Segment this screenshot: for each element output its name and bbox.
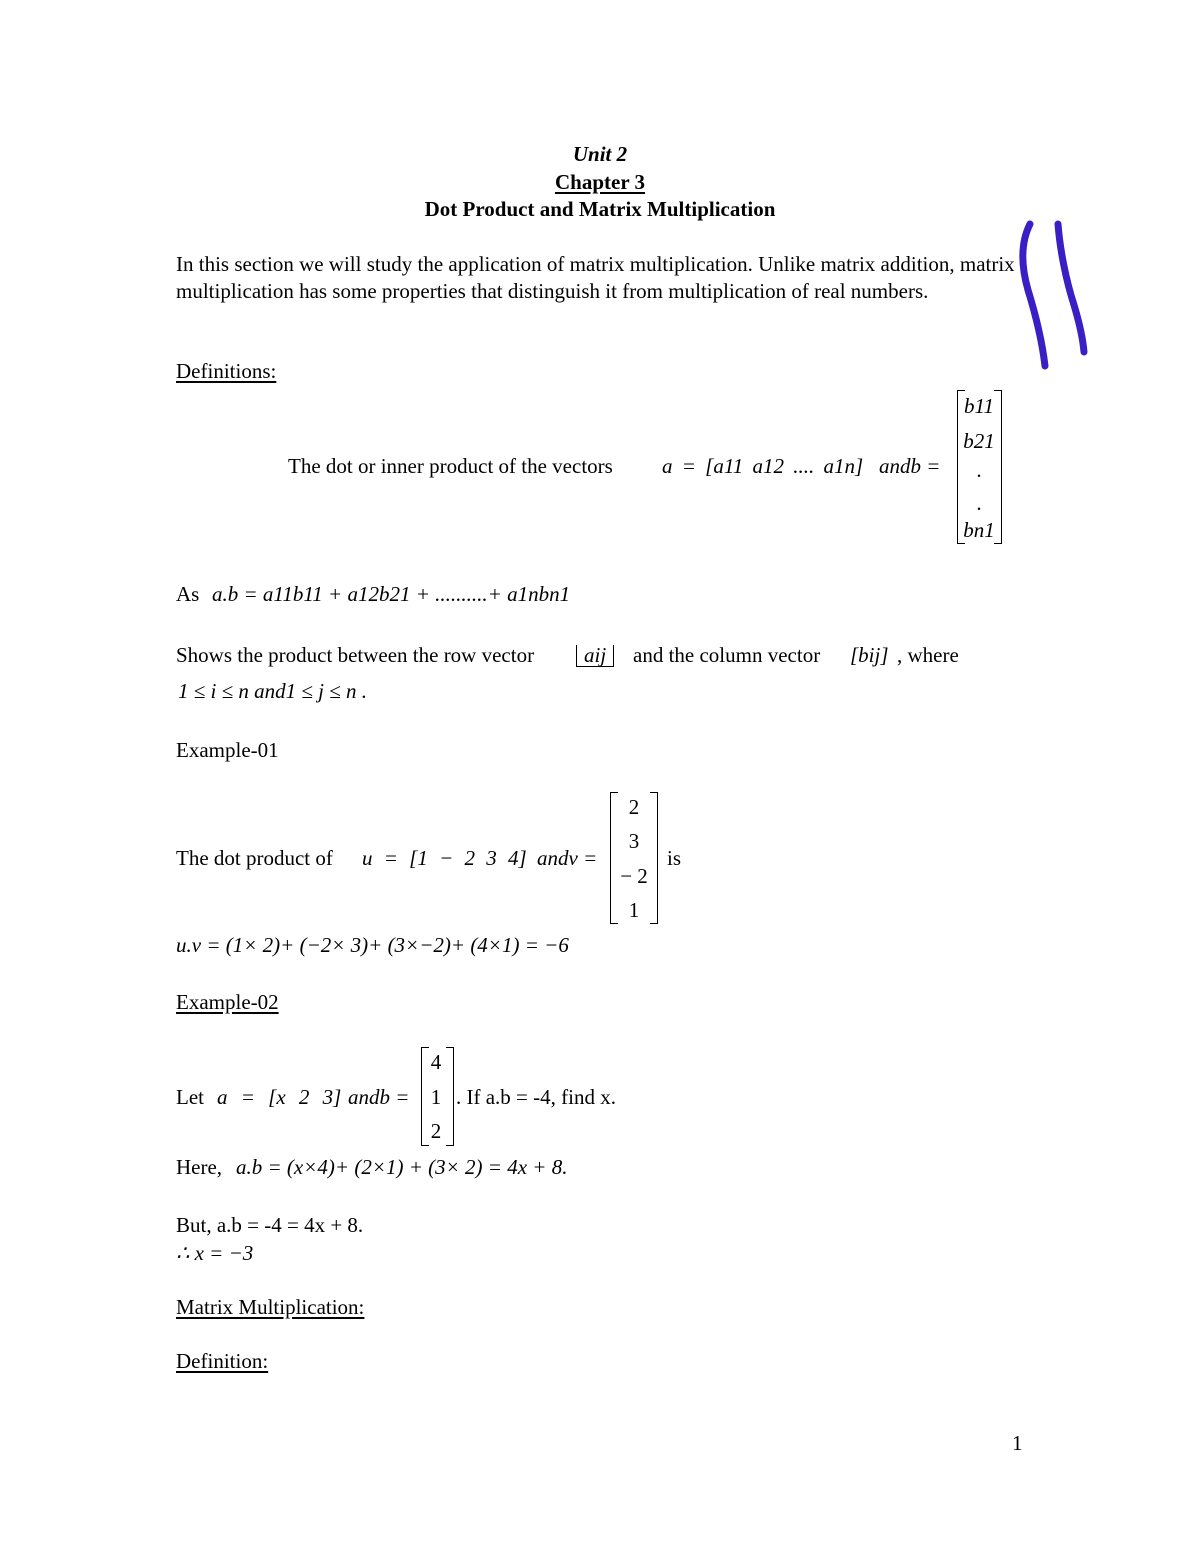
b-vector-02-entry: 1 xyxy=(430,1085,442,1109)
b-vector-entry: b11 xyxy=(964,394,994,418)
is-label: is xyxy=(667,846,682,870)
u-vector: u = [1 − 2 3 4] xyxy=(362,846,527,870)
dot-definition-a-vector: a = [a11 a12 .... a1n] xyxy=(662,454,864,478)
chapter-title: Chapter 3 xyxy=(554,170,646,194)
example-01-result: u.v = (1× 2)+ (−2× 3)+ (3×−2)+ (4×1) = −6 xyxy=(176,933,569,957)
b-vector-entry: . xyxy=(976,491,982,515)
therefore-line: ∴ x = −3 xyxy=(176,1241,254,1265)
b-vector-02-entry: 2 xyxy=(430,1119,442,1143)
shows-text-2: and the column vector xyxy=(633,643,821,667)
b-vector-entry: b21 xyxy=(963,429,995,453)
index-range: 1 ≤ i ≤ n and1 ≤ j ≤ n . xyxy=(178,679,368,703)
example-02-question: . If a.b = -4, find x. xyxy=(456,1085,616,1109)
v-vector-entry: 3 xyxy=(628,829,640,853)
v-vector-entry: 2 xyxy=(628,795,640,819)
definition-heading: Definition: xyxy=(176,1349,269,1373)
shows-text-1: Shows the product between the row vector xyxy=(176,643,535,667)
let-label: Let xyxy=(176,1085,204,1109)
v-vector-entry: − 2 xyxy=(620,864,648,888)
here-label: Here, xyxy=(176,1155,223,1179)
dot-product-formula: a.b = a11b11 + a12b21 + ..........+ a1nbn1 xyxy=(212,582,571,606)
b-vector-entry: . xyxy=(976,458,982,482)
b-vector-02-entry: 4 xyxy=(430,1050,442,1074)
a-and-b: andb = xyxy=(348,1085,410,1109)
column-vector-symbol: [bij] xyxy=(850,643,889,667)
a-vector-example-02: a = [x 2 3] xyxy=(217,1085,342,1109)
intro-paragraph: In this section we will study the application of matrix multiplication. Unlike matrix addition, matrix multiplication has some properties that distinguish it from multiplication of real numbers. xyxy=(176,252,1015,303)
shows-text-3: , where xyxy=(897,643,959,667)
but-line: But, a.b = -4 = 4x + 8. xyxy=(176,1213,364,1237)
unit-title: Unit 2 xyxy=(572,142,628,166)
as-label: As xyxy=(176,582,200,606)
matrix-multiplication-heading: Matrix Multiplication: xyxy=(176,1295,365,1319)
page-title: Dot Product and Matrix Multiplication xyxy=(424,197,776,221)
annotation-stroke-right xyxy=(1058,224,1084,352)
row-vector-symbol: aij xyxy=(576,645,614,667)
dot-definition-lead: The dot or inner product of the vectors xyxy=(288,454,613,478)
annotation-stroke-left xyxy=(1023,224,1045,366)
example-01-label: Example-01 xyxy=(176,738,279,762)
example-02-label: Example-02 xyxy=(176,990,279,1014)
dot-definition-and-b: andb = xyxy=(879,454,941,478)
b-vector-entry: bn1 xyxy=(963,518,995,542)
page-number: 1 xyxy=(1012,1431,1023,1455)
example-01-lead: The dot product of xyxy=(176,846,333,870)
u-and-v: andv = xyxy=(537,846,598,870)
definitions-heading: Definitions: xyxy=(176,359,277,383)
v-vector-entry: 1 xyxy=(628,898,640,922)
here-formula: a.b = (x×4)+ (2×1) + (3× 2) = 4x + 8. xyxy=(236,1155,568,1179)
